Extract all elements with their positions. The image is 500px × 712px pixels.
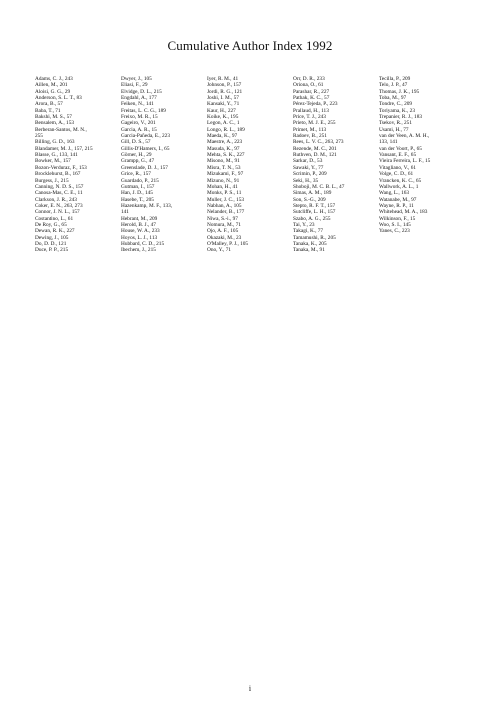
index-column <box>121 76 207 254</box>
index-entry: Bakshi, M. S., 57 <box>35 114 72 121</box>
index-entry: Freixo, M. R., 15 <box>121 114 158 121</box>
index-entry: Han, J. D., 145 <box>121 190 153 197</box>
index-entry: Yanes, C., 223 <box>379 228 410 235</box>
index-entry: Hebrant, M., 209 <box>121 215 158 222</box>
index-entry: Duce, P. P., 215 <box>35 247 69 254</box>
index-entry: Blasse, G., 133, 141 <box>35 152 78 159</box>
index-entry: Misono, M., 91 <box>207 158 240 165</box>
index-entry: Mohan, H., 41 <box>207 183 238 190</box>
index-column <box>207 76 293 254</box>
index-entry: Monks, P. S., 11 <box>207 190 242 197</box>
index-entry: Billing, G. D., 163 <box>35 139 75 146</box>
index-entry: Orr, D. R., 233 <box>293 76 325 82</box>
index-entry: Ibechem, J., 215 <box>121 247 156 254</box>
index-entry: Watanabe, M., 97 <box>379 196 417 203</box>
index-entry: Clarkson, J. R., 243 <box>35 196 77 203</box>
index-entry: Sarkar, D., 53 <box>293 158 323 165</box>
index-entry: Kansaki, Y., 71 <box>207 101 240 108</box>
index-entry: Nelander, B., 177 <box>207 209 245 216</box>
index-entry: Szabo, A. G., 255 <box>293 215 331 222</box>
index-entry: Guardado, P., 215 <box>121 177 159 184</box>
index-entry: Misra, T. N., 53 <box>207 164 241 171</box>
index-entry: 255 <box>35 133 43 140</box>
index-entry: Toriyama, K., 23 <box>379 107 415 114</box>
index-entry: Thomas, J. K., 195 <box>379 88 420 95</box>
index-entry: Eliasi, F., 29 <box>121 82 148 89</box>
index-column <box>35 76 121 254</box>
index-entry: Whitehead, M. A., 183 <box>379 209 428 216</box>
index-entry: Koike, K., 195 <box>207 114 239 121</box>
index-entry: Ojo, A. F., 105 <box>207 228 239 235</box>
index-entry: Dwyer, J., 105 <box>121 76 152 82</box>
index-entry: Coker, E. N., 263, 273 <box>35 202 83 209</box>
index-entry: Wang, L., 163 <box>379 190 410 197</box>
index-entry: Berberan-Santos, M. N., <box>35 126 87 133</box>
index-column <box>293 76 379 254</box>
index-entry: De Roy, G., 65 <box>35 221 67 228</box>
index-entry: Adams, C. J., 243 <box>35 76 73 82</box>
index-entry: Hubbard, C. D., 215 <box>121 240 165 247</box>
index-entry: Price, T. J., 243 <box>293 114 326 121</box>
index-entry: Grampp, G., 47 <box>121 158 155 165</box>
index-entry: Gageiro, V., 201 <box>121 120 156 127</box>
page-number: i <box>248 684 252 693</box>
index-entry: Masuda, K., 97 <box>207 145 240 152</box>
index-entry: Legon, A. C., 1 <box>207 120 240 127</box>
index-entry: Prieto, M. J. E., 255 <box>293 120 336 127</box>
index-entry: Telo, J. P., 47 <box>379 82 408 89</box>
index-entry: Dewing, J., 105 <box>35 234 69 241</box>
index-entry: Gill, D. S., 57 <box>121 139 151 146</box>
index-entry: Woo, S. I., 145 <box>379 221 411 228</box>
index-entry: Burgess, J., 215 <box>35 177 69 184</box>
index-entry: Garcia, A. R., 15 <box>121 126 157 133</box>
page-title: Cumulative Author Index 1992 <box>167 38 333 53</box>
index-entry: Elvidge, D. L., 215 <box>121 88 162 95</box>
index-entry: Parashar, R., 227 <box>293 88 330 95</box>
index-entry: Tecilla, P., 209 <box>379 76 411 82</box>
index-entry: Gillis-D'Hamers, I., 65 <box>121 145 170 152</box>
index-entry: Mehta, S. K., 227 <box>207 152 245 159</box>
index-entry: Pérez-Tejeda, P., 223 <box>293 101 338 108</box>
index-entry: Do, D. D., 121 <box>35 240 67 247</box>
index-entry: House, W. A., 233 <box>121 228 160 235</box>
index-entry: Sutcliffe, L. H., 157 <box>293 209 336 216</box>
index-entry: Garcia-Pañeda, E., 223 <box>121 133 170 140</box>
index-entry: Simas, A. M., 189 <box>293 190 332 197</box>
index-entry: Shoboji, M. C. B. L., 47 <box>293 183 345 190</box>
index-entry: Greenslade, D. J., 157 <box>121 164 168 171</box>
index-entry: Wallwork, A. L., 1 <box>379 183 419 190</box>
index-entry: Muller, J. C., 153 <box>207 196 245 203</box>
index-entry: Vieira Ferreira, L. F., 15 <box>379 158 431 165</box>
author-index-columns <box>35 76 465 254</box>
index-entry: Vrancken, K. C., 65 <box>379 177 422 184</box>
index-entry: Bowker, M., 157 <box>35 158 71 165</box>
index-entry: Bozon-Verduraz, F., 153 <box>35 164 87 171</box>
index-entry: O'Malley, P. J., 105 <box>207 240 249 247</box>
index-entry: Rezende, M. C., 201 <box>293 145 337 152</box>
index-entry: Ruthven, D. M., 121 <box>293 152 337 159</box>
index-entry: Hazenkamp, M. F., 133, <box>121 202 173 209</box>
index-entry: Primet, M., 113 <box>293 126 327 133</box>
index-entry: Hasebe, T., 205 <box>121 196 154 203</box>
index-entry: Tanaka, M., 91 <box>293 247 325 254</box>
index-entry: Dewan, R. K., 227 <box>35 228 75 235</box>
index-entry: Son, S.-G., 209 <box>293 196 326 203</box>
index-entry: Engdahl, A., 177 <box>121 95 157 102</box>
index-entry: Niwa, S.-i., 97 <box>207 215 238 222</box>
index-entry: Kaur, H., 227 <box>207 107 236 114</box>
index-entry: Tai, Y., 23 <box>293 221 315 228</box>
index-entry: Tsekov, R., 251 <box>379 120 412 127</box>
index-entry: van der Voort, P., 65 <box>379 145 422 152</box>
index-entry: Brocklehurst, B., 167 <box>35 171 81 178</box>
index-entry: Takagi, K., 77 <box>293 228 324 235</box>
index-entry: Freitas, L. C. G., 189 <box>121 107 166 114</box>
index-entry: Nomura, M., 71 <box>207 221 241 228</box>
index-entry: Arora, B., 57 <box>35 101 63 108</box>
index-entry: Costantino, L., 61 <box>35 215 74 222</box>
index-entry: Scrimin, P., 209 <box>293 171 327 178</box>
index-entry: Tamamushi, R., 205 <box>293 234 336 241</box>
index-entry: Volge, C. D., 61 <box>379 171 414 178</box>
index-entry: Wayne, R. P., 11 <box>379 202 414 209</box>
index-entry: Oriona, O., 61 <box>293 82 324 89</box>
index-entry: Tondre, C., 209 <box>379 101 413 108</box>
index-entry: Longo, R. L., 189 <box>207 126 245 133</box>
index-column <box>379 76 465 254</box>
index-entry: 133, 141 <box>379 139 398 146</box>
index-entry: Joshi, I. M., 57 <box>207 95 239 102</box>
index-entry: Vansant, E. F., 65 <box>379 152 417 159</box>
index-entry: Trepanier, R. J., 183 <box>379 114 422 121</box>
index-entry: Sawaki, Y., 77 <box>293 164 324 171</box>
index-entry: Bensalem, A., 153 <box>35 120 74 127</box>
index-entry: Canosa-Mas, C. E., 11 <box>35 190 83 197</box>
index-entry: Connor, J. N. L., 157 <box>35 209 80 216</box>
index-entry: Toba, M., 97 <box>379 95 407 102</box>
index-entry: Mizuno, N., 91 <box>207 177 240 184</box>
index-entry: Feiken, N., 141 <box>121 101 154 108</box>
index-entry: Johnson, P., 157 <box>207 82 242 89</box>
index-entry: Baba, T., 71 <box>35 107 61 114</box>
index-entry: Radoev, B., 251 <box>293 133 327 140</box>
index-entry: Canning, N. D. S., 157 <box>35 183 84 190</box>
index-entry: Maestre, A., 223 <box>207 139 243 146</box>
index-entry: Aillen, M., 201 <box>35 82 68 89</box>
index-entry: Hoyos, L. J., 113 <box>121 234 158 241</box>
index-entry: Prallaud, H., 113 <box>293 107 329 114</box>
index-entry: 141 <box>121 209 129 216</box>
index-entry: Jordi, R. G., 121 <box>207 88 243 95</box>
index-entry: Nabhan, A., 105 <box>207 202 242 209</box>
index-entry: Stepto, R. F. T., 157 <box>293 202 336 209</box>
index-entry: Maeda, K., 97 <box>207 133 238 140</box>
index-entry: Grice, R., 157 <box>121 171 151 178</box>
index-entry: Blandamer, M. J., 157, 215 <box>35 145 93 152</box>
index-entry: Mizukami, F., 97 <box>207 171 244 178</box>
index-entry: Aloisi, G. G., 29 <box>35 88 71 95</box>
index-entry: Ono, Y., 71 <box>207 247 231 254</box>
index-entry: Rees, L. V. C., 263, 273 <box>293 139 344 146</box>
index-entry: Wilkinson, F., 15 <box>379 215 416 222</box>
index-entry: Gutman, I., 157 <box>121 183 155 190</box>
index-entry: Vitagliano, V., 61 <box>379 164 417 171</box>
index-entry: Tanaka, K., 205 <box>293 240 327 247</box>
index-entry: Iyer, R. M., 41 <box>207 76 239 82</box>
index-entry: Pathak, K. C., 57 <box>293 95 330 102</box>
index-entry: Görner, H., 29 <box>121 152 152 159</box>
index-entry: Usami, H., 77 <box>379 126 409 133</box>
index-entry: Okazaki, M., 23 <box>207 234 242 241</box>
index-entry: Anderson, S. L. T., 83 <box>35 95 82 102</box>
index-entry: Herold, B. J., 47 <box>121 221 156 228</box>
index-entry: Seki, H., 35 <box>293 177 319 184</box>
index-entry: van der Veen, A. M. H., <box>379 133 430 140</box>
